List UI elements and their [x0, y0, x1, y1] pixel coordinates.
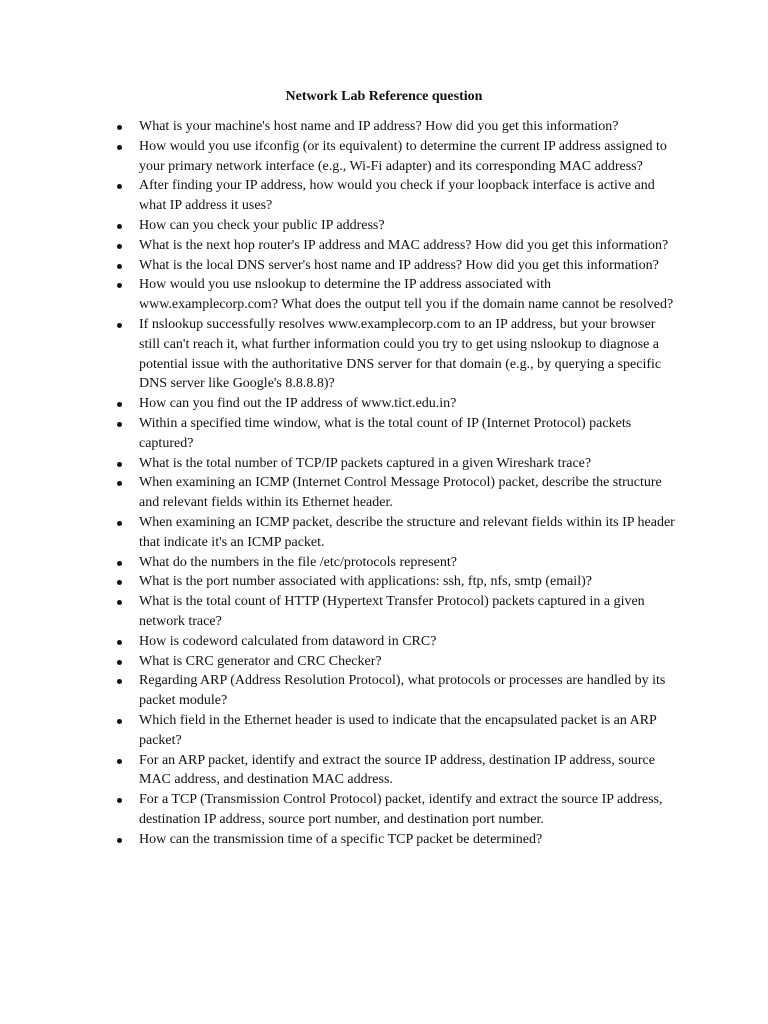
- question-text: What is the local DNS server's host name and IP address? How did you get this information?: [139, 257, 659, 273]
- question-text: How can the transmission time of a specific TCP packet be determined?: [139, 831, 543, 847]
- question-text: What is the port number associated with applications: ssh, ftp, nfs, smtp (email)?: [139, 574, 592, 590]
- bullet-icon: [117, 244, 122, 249]
- bullet-icon: [117, 660, 122, 665]
- question-text: For an ARP packet, identify and extract the source IP address, destination IP address, source MAC address, and destination MAC address.: [139, 752, 655, 788]
- bullet-icon: [117, 580, 122, 585]
- list-item: [117, 137, 677, 177]
- list-item: [117, 117, 677, 137]
- list-item: [117, 790, 677, 830]
- question-text: Regarding ARP (Address Resolution Protocol), what protocols or processes are handled by its packet module?: [139, 673, 666, 709]
- question-text: Which field in the Ethernet header is used to indicate that the encapsulated packet is an ARP packet?: [139, 712, 657, 748]
- list-item: [117, 473, 677, 513]
- question-text: Within a specified time window, what is the total count of IP (Internet Protocol) packets captured?: [139, 415, 632, 451]
- question-text: What is the next hop router's IP address and MAC address? How did you get this information?: [139, 237, 669, 253]
- list-item: [117, 592, 677, 632]
- list-item: [117, 414, 677, 454]
- bullet-icon: [117, 838, 122, 843]
- bullet-icon: [117, 422, 122, 427]
- bullet-icon: [117, 323, 122, 328]
- bullet-icon: [117, 759, 122, 764]
- question-text: How is codeword calculated from dataword in CRC?: [139, 633, 437, 649]
- bullet-icon: [117, 679, 122, 684]
- page-title: [0, 87, 768, 107]
- bullet-icon: [117, 481, 122, 486]
- page-title-text: Network Lab Reference question: [285, 89, 483, 104]
- bullet-icon: [117, 798, 122, 803]
- bullet-icon: [117, 184, 122, 189]
- question-text: What do the numbers in the file /etc/protocols represent?: [139, 554, 458, 570]
- bullet-icon: [117, 264, 122, 269]
- list-item: [117, 632, 677, 652]
- list-item: [117, 454, 677, 474]
- question-text: If nslookup successfully resolves www.examplecorp.com to an IP address, but your browser still can't reach it, what further information could you try to get using nslookup to diagnose a potential issue with the authoritative DNS server for that domain (e.g., by querying a specific DNS server like Google's 8.8.8.8)?: [139, 316, 662, 392]
- bullet-icon: [117, 402, 122, 407]
- question-list: [117, 117, 677, 849]
- question-text: For a TCP (Transmission Control Protocol) packet, identify and extract the source IP address, destination IP address, source port number, and destination port number.: [139, 792, 663, 827]
- bullet-icon: [117, 719, 122, 724]
- bullet-icon: [117, 561, 122, 566]
- question-text: After finding your IP address, how would you check if your loopback interface is active and what IP address it uses?: [139, 178, 655, 214]
- question-text: What is the total count of HTTP (Hypertext Transfer Protocol) packets captured in a given network trace?: [139, 594, 645, 629]
- bullet-icon: [117, 283, 122, 288]
- list-item: [117, 216, 677, 236]
- list-item: [117, 830, 677, 850]
- bullet-icon: [117, 462, 122, 467]
- question-text: How would you use ifconfig (or its equivalent) to determine the current IP address assigned to your primary network interface (e.g., Wi-Fi adapter) and its corresponding MAC address?: [139, 138, 667, 174]
- list-item: [117, 671, 677, 711]
- question-text: What is CRC generator and CRC Checker?: [139, 653, 382, 669]
- list-item: [117, 711, 677, 751]
- list-item: [117, 236, 677, 256]
- list-item: [117, 275, 677, 315]
- question-text: How can you check your public IP address?: [139, 217, 385, 233]
- bullet-icon: [117, 224, 122, 229]
- list-item: [117, 553, 677, 573]
- list-item: [117, 572, 677, 592]
- list-item: [117, 394, 677, 414]
- list-item: [117, 751, 677, 791]
- bullet-icon: [117, 125, 122, 130]
- question-text: When examining an ICMP packet, describe the structure and relevant fields within its IP header that indicate it's an ICMP packet.: [139, 514, 675, 550]
- list-item: [117, 315, 677, 394]
- bullet-icon: [117, 640, 122, 645]
- question-text: How can you find out the IP address of www.tict.edu.in?: [139, 396, 457, 412]
- bullet-icon: [117, 600, 122, 605]
- question-text: How would you use nslookup to determine the IP address associated with www.examplecorp.com? What does the output tell you if the domain name cannot be resolved?: [139, 277, 674, 313]
- list-item: [117, 513, 677, 553]
- question-text: What is your machine's host name and IP address? How did you get this information?: [139, 119, 619, 134]
- list-item: [117, 176, 677, 216]
- question-text: When examining an ICMP (Internet Control Message Protocol) packet, describe the structure and relevant fields within its Ethernet header.: [139, 475, 662, 511]
- list-item: [117, 256, 677, 276]
- bullet-icon: [117, 145, 122, 150]
- question-text: What is the total number of TCP/IP packets captured in a given Wireshark trace?: [139, 455, 592, 471]
- bullet-icon: [117, 521, 122, 526]
- list-item: [117, 652, 677, 672]
